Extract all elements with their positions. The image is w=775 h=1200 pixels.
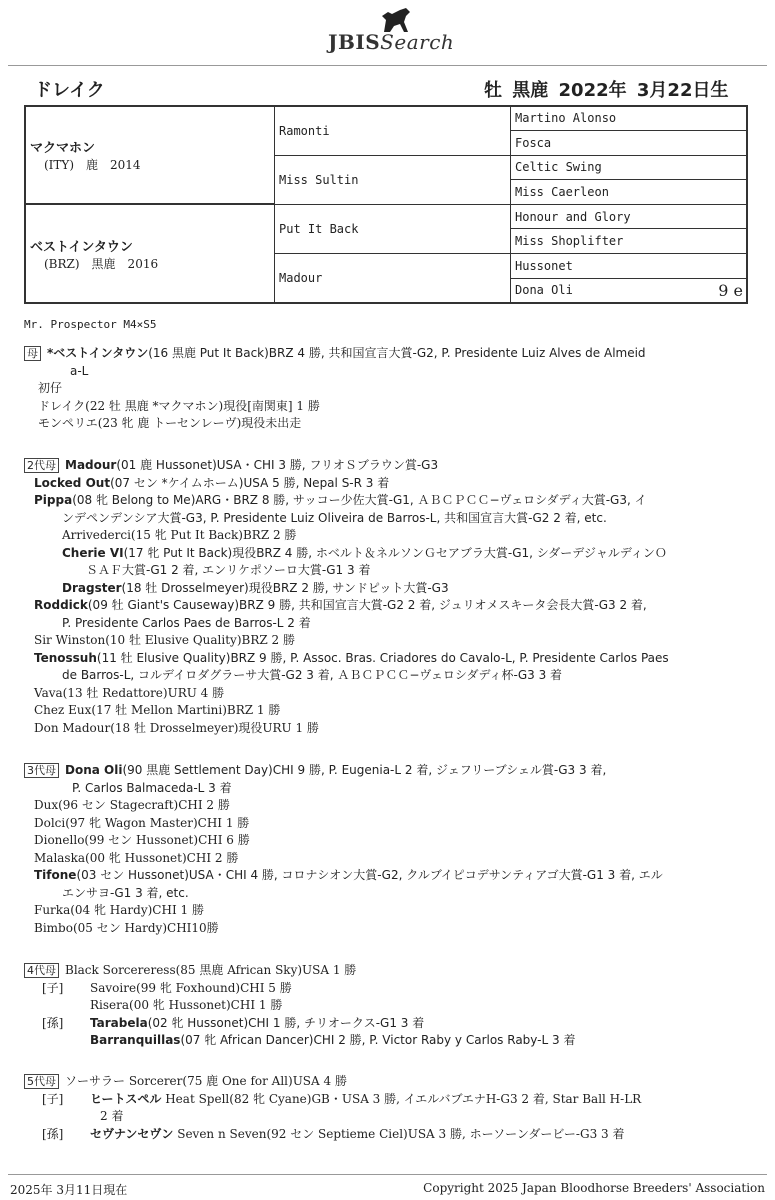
relation-label: [子] — [42, 980, 64, 995]
record-text: (03 セン Hussonet)USA・CHI 4 勝, コロナシオン大賞-G2, クルブイピコデサンティアゴ大賞-G1 3 着, エル — [76, 868, 663, 882]
horse-link[interactable]: Tenossuh — [34, 650, 97, 665]
pedigree-cell[interactable]: Madour — [275, 254, 511, 303]
list-item: Savoire(99 牝 Foxhound)CHI 5 勝 — [90, 980, 292, 995]
record-text: (11 牡 Elusive Quality)BRZ 9 勝, P. Assoc. Bras. Criadores do Cavalo-L, P. Presidente Carlos Paes — [96, 650, 669, 665]
pedigree-cell-last — [511, 278, 748, 303]
record-text: (17 牝 Put It Back)現役BRZ 4 勝, ホベルト＆ネルソンＧセアブラ大賞-G1, シダーデジャルディンＯ — [123, 545, 667, 560]
horse-info: 牡 黒鹿 2022年 3月22日生 — [484, 80, 729, 101]
as-of-date: 2025年 3月11日現在 — [10, 1183, 128, 1197]
jbis-logo[interactable] — [328, 6, 463, 56]
pedigree-cell[interactable]: Fosca — [511, 131, 748, 156]
pedigree-cell[interactable]: Miss Sultin — [275, 155, 511, 204]
relation-label: [子] — [42, 1091, 64, 1106]
horse-link[interactable]: Madour — [65, 458, 117, 472]
list-item: Don Madour(18 牡 Drosselmeyer)現役URU 1 勝 — [34, 720, 319, 735]
dam-detail: (BRZ) 黒鹿 2016 — [44, 256, 159, 271]
relation-label: [孫] — [42, 1015, 64, 1030]
sire-name[interactable]: マクマホン — [30, 141, 96, 157]
section-tag: 4代母 — [24, 963, 59, 978]
fourth-dam-section — [24, 962, 575, 1050]
section-tag: 5代母 — [24, 1074, 59, 1089]
list-item: Dolci(97 牝 Wagon Master)CHI 1 勝 — [34, 815, 250, 830]
record-text: (07 セン *ケイムホーム)USA 5 勝, Nepal S-R 3 着 — [110, 475, 390, 490]
list-item: Vava(13 牡 Redattore)URU 4 勝 — [34, 685, 225, 700]
horse-link[interactable]: Locked Out — [34, 475, 111, 490]
copyright: Copyright 2025 Japan Bloodhorse Breeders' Association — [423, 1181, 765, 1195]
list-item: ソーサラー Sorcerer(75 鹿 One for All)USA 4 勝 — [65, 1074, 347, 1088]
dam-name[interactable]: ベストインタウン — [30, 239, 133, 255]
record-text: (02 牝 Hussonet)CHI 1 勝, チリオークス-G1 3 着 — [147, 1015, 425, 1030]
list-item: Black Sorcereress(85 黒鹿 African Sky)USA 1 勝 — [65, 963, 357, 977]
list-item: ドレイク(22 牡 黒鹿 *マクマホン)現役[南関東] 1 勝 — [38, 398, 320, 413]
relation-label: [孫] — [42, 1126, 64, 1141]
logo-text-b: Search — [380, 30, 455, 54]
pedigree-cell[interactable]: Miss Caerleon — [511, 180, 748, 205]
record-text: (09 牡 Giant's Causeway)BRZ 9 勝, 共和国宣言大賞-G2 2 着, ジュリオメスキータ会長大賞-G3 2 着, — [87, 598, 647, 612]
pedigree-cell[interactable]: Miss Shoplifter — [511, 229, 748, 254]
dam-section — [24, 345, 646, 433]
horse-link[interactable]: セヴナンセヴン — [90, 1126, 174, 1141]
horse-link[interactable]: Cherie VI — [62, 545, 124, 560]
horse-link[interactable]: Dona Oli — [65, 763, 123, 777]
top-divider — [8, 65, 767, 66]
pedigree-cell[interactable]: Martino Alonso — [511, 106, 748, 131]
pedigree-cell[interactable]: Hussonet — [511, 254, 748, 279]
list-item: Malaska(00 牝 Hussonet)CHI 2 勝 — [34, 850, 239, 865]
horse-link[interactable]: Tarabela — [90, 1015, 148, 1030]
fifth-dam-section — [24, 1073, 641, 1143]
pedigree-cell[interactable]: Honour and Glory — [511, 204, 748, 229]
pedigree-cell[interactable]: Ramonti — [275, 106, 511, 155]
list-item: Furka(04 牝 Hardy)CHI 1 勝 — [34, 903, 204, 917]
dam-link[interactable]: *ベストインタウン — [47, 346, 149, 360]
record-text: (01 鹿 Hussonet)USA・CHI 3 勝, フリオＳブラウン賞-G3 — [116, 458, 439, 472]
record-text: P. Presidente Carlos Paes de Barros-L 2 着 — [62, 615, 311, 630]
pedigree-cell[interactable]: Put It Back — [275, 204, 511, 253]
horse-link[interactable]: Tifone — [34, 868, 77, 882]
pedigree-cell[interactable]: Dona Oli — [515, 283, 573, 298]
inbreeding-cross: Mr. Prospector M4×S5 — [24, 318, 157, 331]
horse-link[interactable]: Pippa — [34, 493, 73, 507]
pedigree-table — [24, 105, 748, 304]
record-text: (90 黒鹿 Settlement Day)CHI 9 勝, P. Eugenia-L 2 着, ジェフリーブシェル賞-G3 3 着, — [122, 763, 607, 777]
section-tag: 2代母 — [24, 458, 59, 473]
record-text: 2 着 — [100, 1109, 124, 1123]
dam-record: (16 黒鹿 Put It Back)BRZ 4 勝, 共和国宣言大賞-G2, P. Presidente Luiz Alves de Almeid — [148, 346, 646, 360]
dam-record-cont: a-L — [70, 363, 89, 378]
list-item: Risera(00 牝 Hussonet)CHI 1 勝 — [90, 998, 283, 1012]
record-text: P. Carlos Balmaceda-L 3 着 — [72, 780, 232, 795]
logo-text-a: JBIS — [328, 30, 381, 54]
list-item: 初仔 — [38, 381, 63, 395]
horse-link[interactable]: Barranquillas — [90, 1033, 181, 1047]
section-tag: 3代母 — [24, 763, 59, 778]
sire-detail: (ITY) 鹿 2014 — [44, 158, 141, 173]
list-item: Arrivederci(15 牝 Put It Back)BRZ 2 勝 — [62, 528, 297, 542]
record-text: (08 牝 Belong to Me)ARG・BRZ 8 勝, サッコー少佐大賞-G1, ＡＢＣＰＣＣ−ヴェロシダディ大賞-G3, イ — [72, 493, 647, 507]
bottom-divider — [8, 1174, 767, 1175]
pedigree-cell[interactable]: Celtic Swing — [511, 155, 748, 180]
list-item: Dux(96 セン Stagecraft)CHI 2 勝 — [34, 798, 230, 812]
list-item: Chez Eux(17 牡 Mellon Martini)BRZ 1 勝 — [34, 703, 281, 717]
third-dam-section — [24, 762, 663, 937]
sire-cell — [25, 106, 275, 204]
list-item: モンペリエ(23 牝 鹿 トーセンレーヴ)現役未出走 — [38, 416, 302, 430]
horse-link[interactable]: ヒートスペル — [90, 1091, 162, 1106]
record-text: (18 牡 Drosselmeyer)現役BRZ 2 勝, サンドピット大賞-G3 — [121, 580, 449, 595]
record-text: de Barros-L, コルデイロダグラーサ大賞-G2 3 着, ＡＢＣＰＣＣ−ヴェロシダディ杯-G3 3 着 — [62, 668, 563, 682]
section-tag: 母 — [24, 346, 41, 361]
list-item: Bimbo(05 セン Hardy)CHI10勝 — [34, 920, 219, 935]
list-item: Sir Winston(10 牡 Elusive Quality)BRZ 2 勝 — [34, 633, 295, 647]
horse-link[interactable]: Dragster — [62, 580, 122, 595]
list-item: Dionello(99 セン Hussonet)CHI 6 勝 — [34, 833, 250, 847]
record-text: Seven n Seven(92 セン Septieme Ciel)USA 3 勝, ホーソーンダービー-G3 3 着 — [173, 1126, 625, 1141]
second-dam-section — [24, 457, 669, 737]
record-text: エンサヨ-G1 3 着, etc. — [62, 885, 189, 900]
horse-link[interactable]: Roddick — [34, 598, 88, 612]
record-text: ンデペンデンシア大賞-G3, P. Presidente Luiz Oliveira de Barros-L, 共和国宣言大賞-G2 2 着, etc. — [62, 510, 607, 525]
record-text: Heat Spell(82 牝 Cyane)GB・USA 3 勝, イエルバブエナH-G3 2 着, Star Ball H-LR — [161, 1091, 642, 1106]
record-text: ＳＡＦ大賞-G1 2 着, エンリケポソーロ大賞-G1 3 着 — [86, 563, 371, 577]
family-number: 9 e — [718, 280, 743, 300]
dam-cell — [25, 204, 275, 302]
horse-name: ドレイク — [34, 80, 105, 101]
record-text: (07 牝 African Dancer)CHI 2 勝, P. Victor Raby y Carlos Raby-L 3 着 — [180, 1033, 576, 1047]
